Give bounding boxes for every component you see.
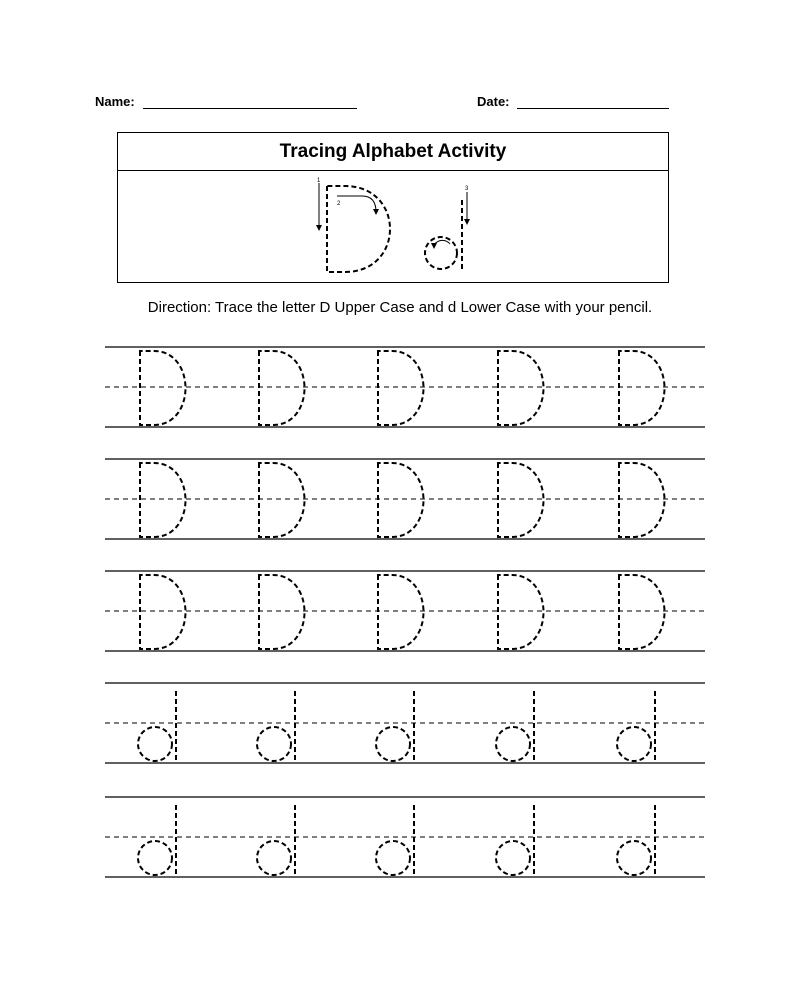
stroke-number-1: 1 (317, 178, 321, 184)
trace-upper-d (140, 351, 186, 425)
stroke-number-2: 2 (337, 201, 341, 207)
trace-lower-d-bowl (617, 841, 651, 875)
trace-upper-d (140, 463, 186, 537)
trace-lower-d-bowl (617, 727, 651, 761)
trace-upper-d (140, 575, 186, 649)
trace-lower-d-bowl (376, 727, 410, 761)
trace-upper-d (498, 463, 544, 537)
trace-upper-d (619, 575, 665, 649)
trace-lower-d-bowl (257, 841, 291, 875)
trace-upper-d (378, 463, 424, 537)
trace-upper-d (378, 575, 424, 649)
trace-upper-d (498, 575, 544, 649)
trace-upper-d (619, 351, 665, 425)
trace-lower-d-bowl (138, 841, 172, 875)
direction-text: Direction: Trace the letter D Upper Case and d Lower Case with your pencil. (147, 299, 653, 316)
trace-lower-d-bowl (376, 841, 410, 875)
name-label: Name: (95, 94, 135, 109)
worksheet-title: Tracing Alphabet Activity (118, 133, 668, 171)
stroke-number-3: 3 (465, 186, 469, 192)
date-label: Date: (477, 94, 510, 109)
trace-upper-d (259, 575, 305, 649)
trace-upper-d (498, 351, 544, 425)
trace-upper-d (259, 351, 305, 425)
trace-upper-d (378, 351, 424, 425)
trace-lower-d-bowl (257, 727, 291, 761)
trace-upper-d (259, 463, 305, 537)
trace-lower-d-bowl (496, 727, 530, 761)
trace-lower-d-bowl (496, 841, 530, 875)
trace-lower-d-bowl (138, 727, 172, 761)
trace-upper-d (619, 463, 665, 537)
